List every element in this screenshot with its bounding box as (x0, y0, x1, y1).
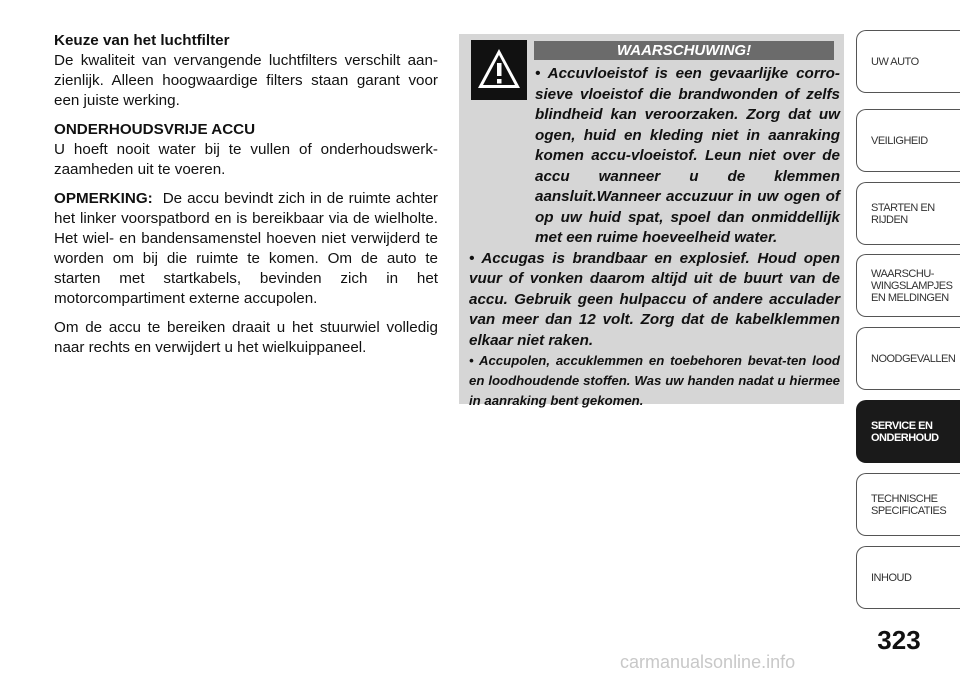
air-filter-section (54, 31, 438, 111)
tab-label: VEILIGHEID (871, 134, 928, 147)
warning-bullet: • Accugas is brandbaar en explosief. Houd open vuur of vonken daarom altijd uit de buurt van de accu. Gebruik geen hulpaccu of andere acculader van meer dan 12 volt. Zorg dat de kabelklemmen elkaar niet raken. (469, 249, 840, 349)
tab-label: UW AUTO (871, 55, 919, 68)
tab-label: TECHNISCHE SPECIFICATIES (871, 492, 947, 517)
tab-veiligheid[interactable] (856, 109, 960, 172)
tab-label: STARTEN EN RIJDEN (871, 201, 935, 226)
tab-label: WAARSCHU- WINGSLAMPJES EN MELDINGEN (871, 267, 953, 304)
tab-service-en-onderhoud[interactable] (856, 400, 960, 463)
note-label: OPMERKING: (54, 190, 153, 207)
section-heading: Keuze van het luchtfilter (54, 32, 230, 49)
warning-title: WAARSCHUWING! (534, 41, 834, 60)
warning-body (469, 64, 840, 411)
page-number: 323 (877, 625, 921, 655)
tab-starten-en-rijden[interactable] (856, 182, 960, 245)
paragraph: De kwaliteit van vervangende luchtfilters verschilt aan-zienlijk. Alleen hoogwaardige filters staan garant voor een juiste werking. (54, 52, 438, 109)
tab-waarschuwingslampjes[interactable] (856, 254, 960, 317)
battery-section (54, 120, 438, 180)
paragraph: U hoeft nooit water bij te vullen of onderhoudswerk-zaamheden uit te voeren. (54, 141, 438, 178)
tab-noodgevallen[interactable] (856, 327, 960, 390)
tab-uw-auto[interactable] (856, 30, 960, 93)
warning-bullet: • Accupolen, accuklemmen en toebehoren bevat-ten lood en loodhoudende stoffen. Was uw handen nadat u hiermee in aanraking bent gekomen. (469, 353, 840, 408)
note-paragraph (54, 189, 438, 309)
tab-label: SERVICE EN ONDERHOUD (871, 419, 939, 444)
tab-inhoud[interactable] (856, 546, 960, 609)
main-text-column (54, 31, 438, 367)
paragraph: Om de accu te bereiken draait u het stuurwiel volledig naar rechts en verwijdert u het wielkuippaneel. (54, 319, 438, 356)
watermark: carmanualsonline.info (620, 652, 796, 672)
warning-box (459, 34, 844, 408)
tab-label: INHOUD (871, 571, 912, 584)
section-heading: ONDERHOUDSVRIJE ACCU (54, 121, 256, 138)
tab-label: NOODGEVALLEN (871, 352, 956, 365)
warning-bullet: • Accuvloeistof is een gevaarlijke corro-sieve vloeistof die brandwonden of zelfs blindheid kan veroorzaken. Zorg dat uw ogen, huid en kleding niet in aanraking komen accu-vloeistof. Leun niet over de accu wanneer u de klemmen aansluit.Wanneer accuzuur in uw ogen of op uw huid spat, spoel dan onmiddellijk met een ruime hoeveelheid water. (535, 65, 840, 246)
tab-technische-specificaties[interactable] (856, 473, 960, 536)
note-text: De accu bevindt zich in de ruimte achter het linker voorspatbord en is bereikbaar via de wielholte. Het wiel- en bandensamenstel hoeven niet verwijderd te worden om bij die ruimte te komen. Om de auto te starten met startkabels, bevinden zich in het motorcompartiment externe accupolen. (54, 190, 438, 307)
